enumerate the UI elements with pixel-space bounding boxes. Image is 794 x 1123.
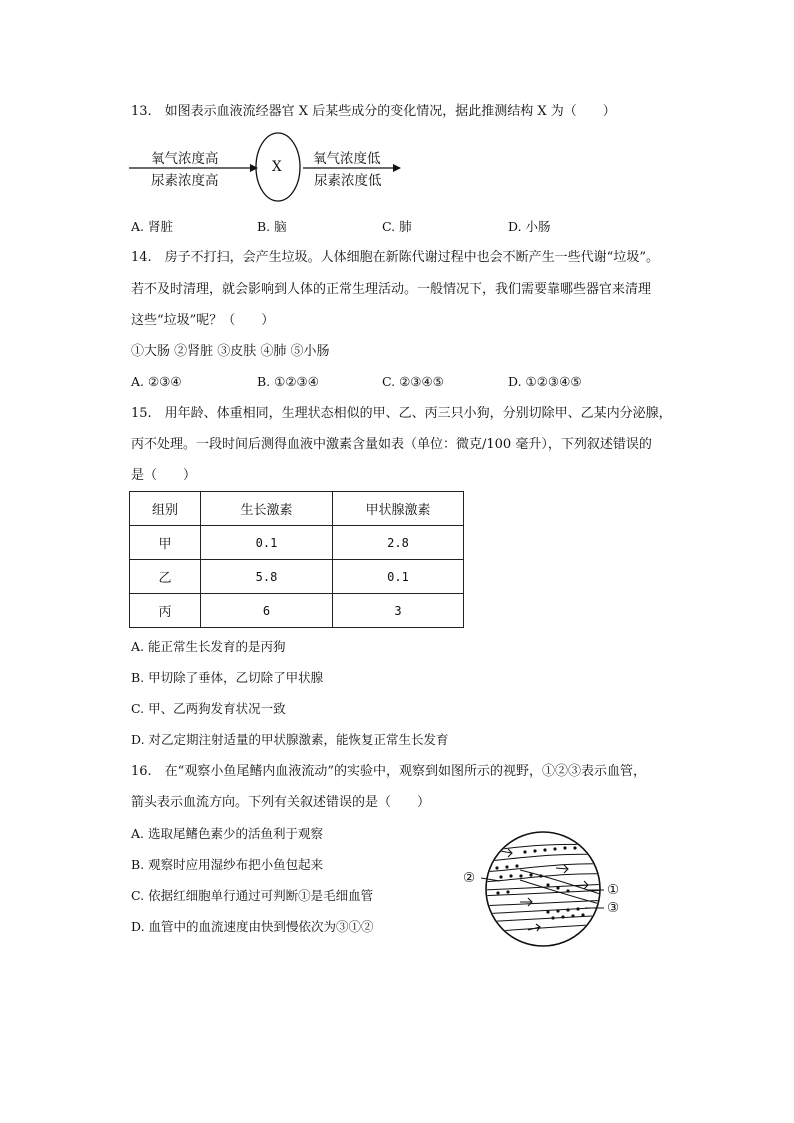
q13-option-c[interactable]: C. 肺 (382, 219, 412, 234)
table-cell: 0.1 (333, 560, 464, 594)
q14-option-b[interactable]: B. ①②③④ (257, 374, 319, 389)
figure-label-vessel-2: ② (463, 870, 476, 886)
q13-option-b[interactable]: B. 脑 (257, 219, 287, 234)
q14-items: ①大肠 ②肾脏 ③皮肤 ④肺 ⑤小肠 (131, 344, 330, 359)
table-row (130, 594, 464, 628)
q13-stem: 13. 如图表示血液流经器官 X 后某些成分的变化情况，据此推测结构 X 为（ ） (131, 104, 616, 119)
table-header-cell: 甲状腺激素 (333, 492, 464, 526)
table-cell: 3 (333, 594, 464, 628)
diagram-urea-high: 尿素浓度高 (151, 173, 219, 189)
q16-option-a[interactable]: A. 选取尾鳍色素少的活鱼利于观察 (131, 826, 323, 841)
table-cell: 6 (201, 594, 333, 628)
q14-option-d[interactable]: D. ①②③④⑤ (508, 374, 582, 389)
table-cell: 乙 (130, 560, 201, 594)
q14-stem-line3: 这些“垃圾”呢？（ ） (131, 313, 275, 328)
q16-option-b[interactable]: B. 观察时应用湿纱布把小鱼包起来 (131, 857, 324, 872)
q16-stem-line1: 16. 在“观察小鱼尾鳍内血液流动”的实验中，观察到如图所示的视野，①②③表示血管， (131, 764, 646, 779)
q14-stem-line1: 14. 房子不打扫，会产生垃圾。人体细胞在新陈代谢过程中也会不断产生一些代谢“垃圾”。 (131, 250, 659, 265)
q15-stem-line1: 15. 用年龄、体重相同，生理状态相似的甲、乙、丙三只小狗，分别切除甲、乙某内分泌腺， (131, 406, 672, 421)
table-cell: 甲 (130, 526, 201, 560)
q14-stem-line2: 若不及时清理，就会影响到人体的正常生理活动。一般情况下，我们需要靠哪些器官来清理 (131, 282, 652, 297)
table-cell: 0.1 (201, 526, 333, 560)
q16-option-d[interactable]: D. 血管中的血流速度由快到慢依次为③①② (131, 919, 374, 934)
q13-option-d[interactable]: D. 小肠 (508, 219, 551, 234)
figure-label-vessel-1: ① (607, 882, 620, 898)
q15-option-b[interactable]: B. 甲切除了垂体，乙切除了甲状腺 (131, 670, 324, 685)
q14-option-c[interactable]: C. ②③④⑤ (382, 374, 444, 389)
table-cell: 2.8 (333, 526, 464, 560)
table-row (130, 560, 464, 594)
hormone-table (129, 491, 464, 628)
table-cell: 丙 (130, 594, 201, 628)
q15-option-d[interactable]: D. 对乙定期注射适量的甲状腺激素，能恢复正常生长发育 (131, 732, 449, 747)
q15-option-a[interactable]: A. 能正常生长发育的是丙狗 (131, 639, 286, 654)
table-cell: 5.8 (201, 560, 333, 594)
diagram-urea-low: 尿素浓度低 (314, 173, 382, 189)
table-row (130, 526, 464, 560)
table-header-cell: 组别 (130, 492, 201, 526)
q15-stem-line2: 丙不处理。一段时间后测得血液中激素含量如表（单位：微克/100 毫升），下列叙述错误的 (131, 437, 652, 452)
q13-option-a[interactable]: A. 肾脏 (131, 219, 173, 234)
table-header-row (130, 492, 464, 526)
diagram-organ-x-label: X (272, 159, 282, 175)
figure-label-vessel-3: ③ (607, 900, 620, 916)
q15-stem-line3: 是（ ） (131, 468, 197, 483)
table-header-cell: 生长激素 (201, 492, 333, 526)
q16-stem-line2: 箭头表示血流方向。下列有关叙述错误的是（ ） (131, 795, 431, 810)
q15-option-c[interactable]: C. 甲、乙两狗发育状况一致 (131, 701, 286, 716)
q16-option-c[interactable]: C. 依据红细胞单行通过可判断①是毛细血管 (131, 888, 374, 903)
q14-option-a[interactable]: A. ②③④ (131, 374, 182, 389)
diagram-oxygen-high: 氧气浓度高 (151, 151, 219, 167)
diagram-oxygen-low: 氧气浓度低 (313, 151, 381, 167)
